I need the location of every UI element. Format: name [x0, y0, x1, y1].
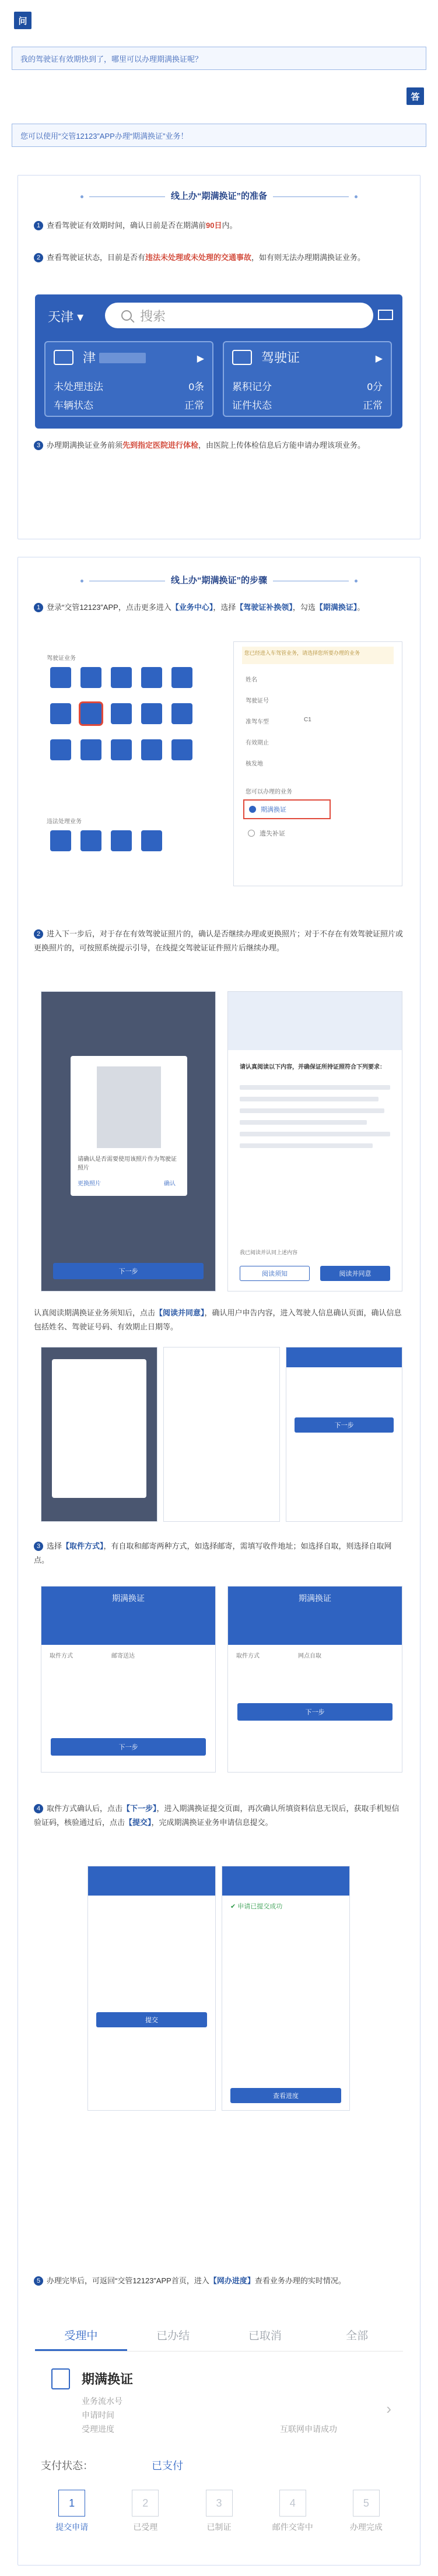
business-tile-icon[interactable]: [80, 739, 101, 760]
change-photo-button[interactable]: 更换照片: [78, 1181, 101, 1187]
chevron-right-icon: ›: [386, 2400, 391, 2417]
pay-status-value: 已支付: [152, 2460, 183, 2472]
radio-icon: [248, 830, 255, 837]
tab-cancelled[interactable]: 已取消: [248, 2330, 282, 2342]
next-button[interactable]: 下一步: [51, 1738, 206, 1756]
progress-tabs: [35, 2324, 403, 2352]
answer-bubble: 您可以使用“交管12123”APP办理“期满换证”业务！: [12, 124, 426, 147]
business-tile-icon[interactable]: [171, 703, 192, 724]
step-5-text: 5 办理完毕后，可返回“交管12123”APP首页，进入【网办进度】查看业务办理的实时情况。: [34, 2274, 404, 2288]
step-accepted: 2 已受理: [108, 2484, 182, 2554]
view-progress-button[interactable]: 查看进度: [230, 2088, 341, 2103]
info-dialog-screenshot: [41, 1347, 157, 1522]
business-tile-icon[interactable]: [141, 739, 162, 760]
car-icon: [54, 350, 73, 365]
step-issued: 3 已制证: [182, 2484, 255, 2554]
business-tile-icon[interactable]: [111, 703, 132, 724]
business-tile-icon[interactable]: [111, 667, 132, 688]
vehicle-panel[interactable]: 津 ▶ 未处理违法 0条 车辆状态 正常: [44, 341, 213, 417]
app-dashboard-screenshot: [35, 294, 402, 429]
read-notice-button[interactable]: 阅读须知: [240, 1266, 310, 1281]
question-badge: 问: [14, 12, 31, 29]
search-icon: [121, 310, 132, 321]
next-button[interactable]: 下一步: [237, 1703, 393, 1721]
step-2b-text: 认真阅读期满换证业务须知后，点击【阅读并同意】，确认用户申告内容，进入驾驶人信息确认页面，确认信息包括姓名、驾驶证号码、有效期止日期等。: [34, 1308, 402, 1331]
next-button[interactable]: 下一步: [53, 1263, 204, 1279]
chevron-right-icon: ▶: [375, 354, 383, 364]
step-2-text: 2 进入下一步后，对于存在有效驾驶证照片的，确认是否继续办理或更换照片；对于不存在有效驾驶证照片或更换照片的，可按照系统提示引导，在线提交驾驶证证件照片后继续办理。: [34, 929, 404, 952]
prep-item-3: 3 办理期满换证业务前须先到指定医院进行体检，由医院上传体检信息后方能申请办理该项业务。: [34, 438, 404, 452]
steps-title: 线上办“期满换证”的步骤: [18, 574, 420, 586]
prep-item-2: 2 查看驾驶证状态，目前是否有违法未处理或未处理的交通事故，如有则无法办理期满换证业务。: [34, 251, 404, 265]
pay-status-label: 支付状态：: [41, 2460, 93, 2472]
photo-confirm-screenshot: 请确认是否需要使用该照片作为驾驶证照片 更换照片 确认 下一步: [41, 991, 216, 1291]
business-tile-icon[interactable]: [141, 667, 162, 688]
mail-icon[interactable]: [378, 310, 393, 320]
read-and-agree-button[interactable]: 阅读并同意: [320, 1266, 390, 1281]
agree-checkbox[interactable]: 我已阅读并认同上述内容: [240, 1250, 298, 1255]
check-icon: ✔: [230, 1903, 238, 1910]
step-3-text: 3 选择【取件方式】，有自取和邮寄两种方式，如选择邮寄，需填写收件地址；如选择自取，则选择自取网点。: [34, 1542, 392, 1564]
progress-steps: [35, 2484, 403, 2554]
license-form-screenshot: 您已经进入车驾管业务，请选择您所要办理的业务 姓名 驾驶证号 准驾车型 C1 有效期止 核发地 您可以办理的业务 期满换证 遗失补证: [233, 641, 402, 886]
notice-screenshot: 请认真阅读以下内容，并确保证所持证照符合下列要求： 我已阅读并认同上述内容 阅读须知 阅读并同意: [227, 991, 402, 1291]
option-renew-checked[interactable]: 期满换证: [243, 799, 331, 819]
business-tile-icon[interactable]: [141, 830, 162, 851]
business-center-screenshot: 驾驶证业务 违法处理业务: [41, 641, 204, 886]
submit-button[interactable]: 提交: [96, 2012, 207, 2027]
confirm-photo-button[interactable]: 确认: [164, 1181, 176, 1187]
submit-success-screenshot: [222, 1866, 350, 2111]
answer-badge: 答: [407, 87, 424, 105]
license-panel[interactable]: 驾驶证 ▶ 累积记分 0分 证件状态 正常: [223, 341, 392, 417]
step-1-text: 1 登录“交管12123”APP，点击更多进入【业务中心】，选择【驾驶证补换领】，勾选【期满换证】。: [34, 601, 404, 615]
submit-screenshot: [87, 1866, 216, 2111]
preparation-title: 线上办“期满换证”的准备: [18, 189, 420, 202]
tab-completed[interactable]: 已办结: [156, 2330, 190, 2342]
prep-item-1: 1 查看驾驶证有效期时间，确认日前是否在期满前90日内。: [34, 219, 404, 233]
business-tile-icon[interactable]: [171, 739, 192, 760]
id-photo: [97, 1066, 161, 1148]
business-tile-icon[interactable]: [171, 667, 192, 688]
tab-all[interactable]: 全部: [346, 2330, 369, 2342]
id-card-icon: [232, 350, 252, 365]
step-submit: 1 提交申请: [35, 2484, 108, 2554]
step-done: 5 办理完成: [330, 2484, 403, 2554]
business-tile-icon[interactable]: [80, 667, 101, 688]
city-selector[interactable]: 天津 ▾: [48, 310, 84, 324]
chevron-right-icon: ▶: [197, 354, 204, 364]
step-mailing: 4 邮件交寄中: [256, 2484, 330, 2554]
search-input[interactable]: 搜索: [105, 303, 373, 328]
tab-processing[interactable]: 受理中: [35, 2324, 127, 2351]
business-tile-icon[interactable]: [50, 667, 71, 688]
success-status: ✔ 申请已提交成功: [230, 1903, 283, 1910]
driver-info-screenshot: [286, 1347, 402, 1522]
step-4-text: 4 取件方式确认后，点击【下一步】，进入期满换证提交页面，再次确认所填资料信息无误后，获取手机短信验证码，核验通过后，点击【提交】，完成期满换证业务申请信息提交。: [34, 1804, 400, 1827]
business-tile-icon[interactable]: [50, 703, 71, 724]
business-tile-icon[interactable]: [50, 830, 71, 851]
business-tile-icon[interactable]: [50, 739, 71, 760]
progress-card[interactable]: 期满换证 业务流水号 申请时间 受理进度 互联网申请成功 ›: [41, 2361, 397, 2455]
user-declaration-screenshot: [163, 1347, 280, 1522]
document-icon: [51, 2368, 70, 2389]
business-tile-icon[interactable]: [111, 739, 132, 760]
question-bubble: 我的驾驶证有效期快到了，哪里可以办理期满换证呢？: [12, 47, 426, 70]
pickup-mail-screenshot: 期满换证 取件方式 邮寄送达 下一步: [41, 1586, 216, 1773]
business-tile-icon[interactable]: [111, 830, 132, 851]
option-lost-replace[interactable]: 遗失补证: [248, 829, 285, 838]
pickup-self-screenshot: 期满换证 取件方式 网点自取 下一步: [227, 1586, 402, 1773]
business-tile-icon[interactable]: [80, 703, 101, 724]
business-tile-icon[interactable]: [80, 830, 101, 851]
next-button[interactable]: 下一步: [295, 1417, 394, 1433]
business-tile-icon[interactable]: [141, 703, 162, 724]
radio-checked-icon: [249, 806, 256, 813]
